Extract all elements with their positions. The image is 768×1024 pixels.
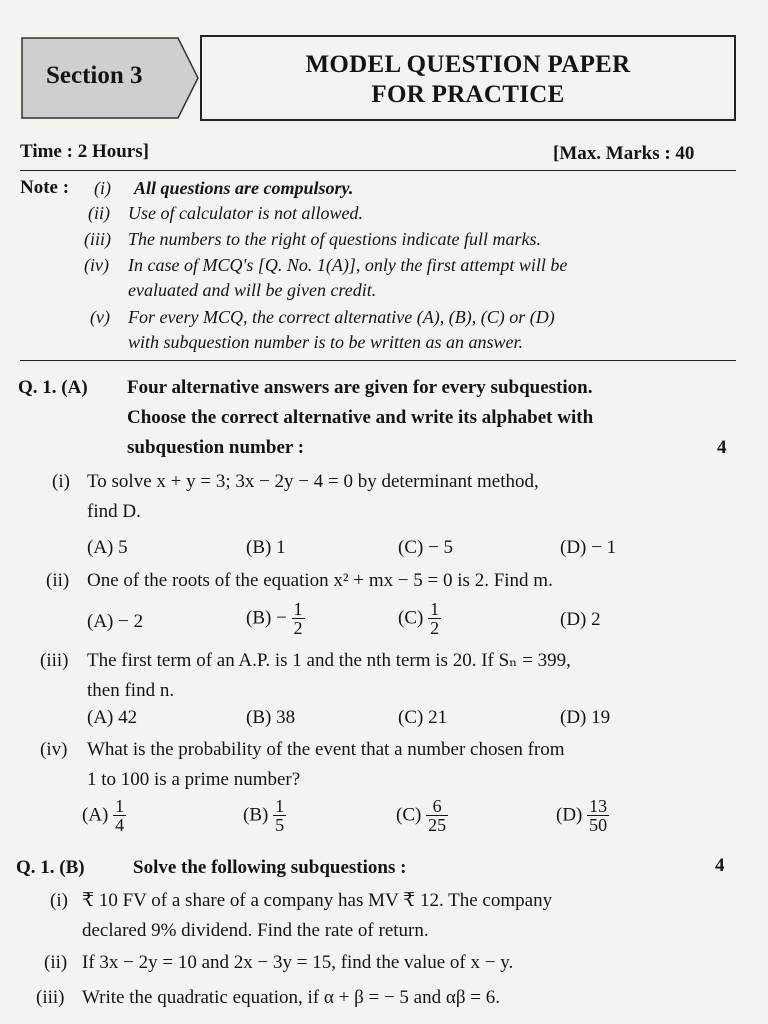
option-c-label: (C) (396, 804, 422, 826)
option-a-label: (A) (82, 804, 109, 826)
note-text: evaluated and will be given credit. (128, 280, 377, 300)
option-a (82, 797, 126, 834)
note-num: (i) (94, 178, 111, 198)
option-d-label: (D) (556, 804, 583, 826)
note-item (88, 201, 363, 225)
q1a-iv-num: (iv) (40, 739, 68, 760)
q1a-label: Q. 1. (A) (18, 377, 88, 398)
q1a-iv-text: What is the probability of the event that a number chosen from (87, 739, 565, 760)
q1b-i-num: (i) (50, 890, 68, 911)
fraction-denominator: 50 (589, 815, 608, 835)
fraction-numerator: 13 (589, 796, 608, 816)
q1b-ii-text: If 3x − 2y = 10 and 2x − 3y = 15, find the value of x − y. (82, 952, 514, 973)
option-c: (C) 21 (398, 707, 448, 728)
option-d: (D) 2 (560, 609, 601, 630)
q1a-iv-text2: 1 to 100 is a prime number? (87, 769, 301, 790)
option-c: (C) − 5 (398, 537, 454, 558)
q1b-iii-text: Write the quadratic equation, if α + β = − 5 and αβ = 6. (82, 987, 500, 1008)
note-text: For every MCQ, the correct alternative (A), (B), (C) or (D) (128, 307, 555, 327)
option-b (246, 600, 305, 637)
fraction-denominator: 2 (293, 618, 303, 638)
note-text: Use of calculator is not allowed. (128, 203, 363, 223)
option-d (556, 797, 609, 834)
note-num: (iii) (84, 229, 111, 249)
q1a-heading-line1: Four alternative answers are given for every subquestion. (127, 377, 593, 398)
note-num: (ii) (88, 203, 110, 223)
q1b-label: Q. 1. (B) (16, 857, 85, 878)
option-b (243, 797, 286, 834)
option-a: (A) 42 (87, 707, 138, 728)
q1a-heading-line2: Choose the correct alternative and write its alphabet with (127, 407, 594, 428)
paper-title-box (200, 35, 736, 121)
option-c-label: (C) (398, 607, 424, 629)
fraction (273, 797, 286, 834)
option-d: (D) 19 (560, 707, 611, 728)
q1a-iii-num: (iii) (40, 650, 69, 671)
option-a: (A) − 2 (87, 611, 144, 632)
note-item (84, 227, 541, 251)
note-text: The numbers to the right of questions indicate full marks. (128, 229, 541, 249)
q1b-marks: 4 (715, 855, 725, 876)
note-label: Note : (20, 177, 70, 198)
note-num: (v) (90, 307, 110, 327)
note-text: In case of MCQ's [Q. No. 1(A)], only the first attempt will be (128, 255, 568, 275)
q1a-iii-text: The first term of an A.P. is 1 and the nth term is 20. If Sₙ = 399, (87, 650, 571, 671)
fraction (426, 797, 448, 834)
note-text: All questions are compulsory. (134, 178, 354, 198)
q1b-i-text: ₹ 10 FV of a share of a company has MV ₹ 12. The company (82, 890, 553, 911)
q1a-ii-num: (ii) (46, 570, 70, 591)
paper-title-line1: MODEL QUESTION PAPER (305, 51, 631, 78)
fraction-denominator: 25 (428, 815, 447, 835)
note-text: with subquestion number is to be written as an answer. (128, 332, 524, 352)
option-a: (A) 5 (87, 537, 128, 558)
q1b-heading: Solve the following subquestions : (133, 857, 407, 878)
paper-title-line2: FOR PRACTICE (371, 81, 565, 108)
fraction-numerator: 6 (426, 797, 448, 816)
note-item (88, 176, 353, 200)
time-label: Time : 2 Hours] (20, 141, 149, 162)
fraction-denominator: 5 (275, 815, 285, 835)
fraction-numerator: 1 (275, 796, 285, 816)
fraction (292, 600, 305, 637)
fraction-denominator: 2 (430, 618, 440, 638)
note-rule (20, 360, 736, 361)
q1a-ii-text: One of the roots of the equation x² + mx − 5 = 0 is 2. Find m. (87, 570, 553, 591)
header-rule (20, 170, 736, 171)
note-item (128, 278, 376, 302)
q1a-heading-line3: subquestion number : (127, 437, 305, 458)
fraction (587, 797, 609, 834)
q1a-iii-text2: then find n. (87, 680, 175, 701)
fraction (428, 600, 441, 637)
fraction-numerator: 1 (293, 599, 303, 619)
max-marks-label: [Max. Marks : 40 (553, 143, 695, 164)
q1b-i-text2: declared 9% dividend. Find the rate of return. (82, 920, 429, 941)
fraction (113, 797, 126, 834)
note-item (84, 253, 567, 277)
fraction-denominator: 4 (115, 815, 125, 835)
q1a-marks: 4 (717, 437, 727, 458)
fraction-numerator: 1 (430, 599, 440, 619)
option-c (396, 797, 448, 834)
option-b-label: (B) (243, 804, 269, 826)
fraction-numerator: 1 (115, 796, 125, 816)
option-c (398, 600, 441, 637)
note-item (90, 305, 555, 329)
q1a-i-num: (i) (52, 471, 70, 492)
note-item (128, 330, 523, 354)
q1b-iii-num: (iii) (36, 987, 65, 1008)
q1b-ii-num: (ii) (44, 952, 68, 973)
q1a-i-text: To solve x + y = 3; 3x − 2y − 4 = 0 by determinant method, (87, 471, 539, 492)
option-b: (B) 1 (246, 537, 286, 558)
option-d: (D) − 1 (560, 537, 617, 558)
section-tag (20, 36, 198, 118)
q1a-i-text2: find D. (87, 501, 141, 522)
option-b: (B) 38 (246, 707, 296, 728)
option-b-label: (B) − (246, 607, 287, 629)
note-num: (iv) (84, 255, 109, 275)
section-label: Section 3 (46, 62, 143, 89)
